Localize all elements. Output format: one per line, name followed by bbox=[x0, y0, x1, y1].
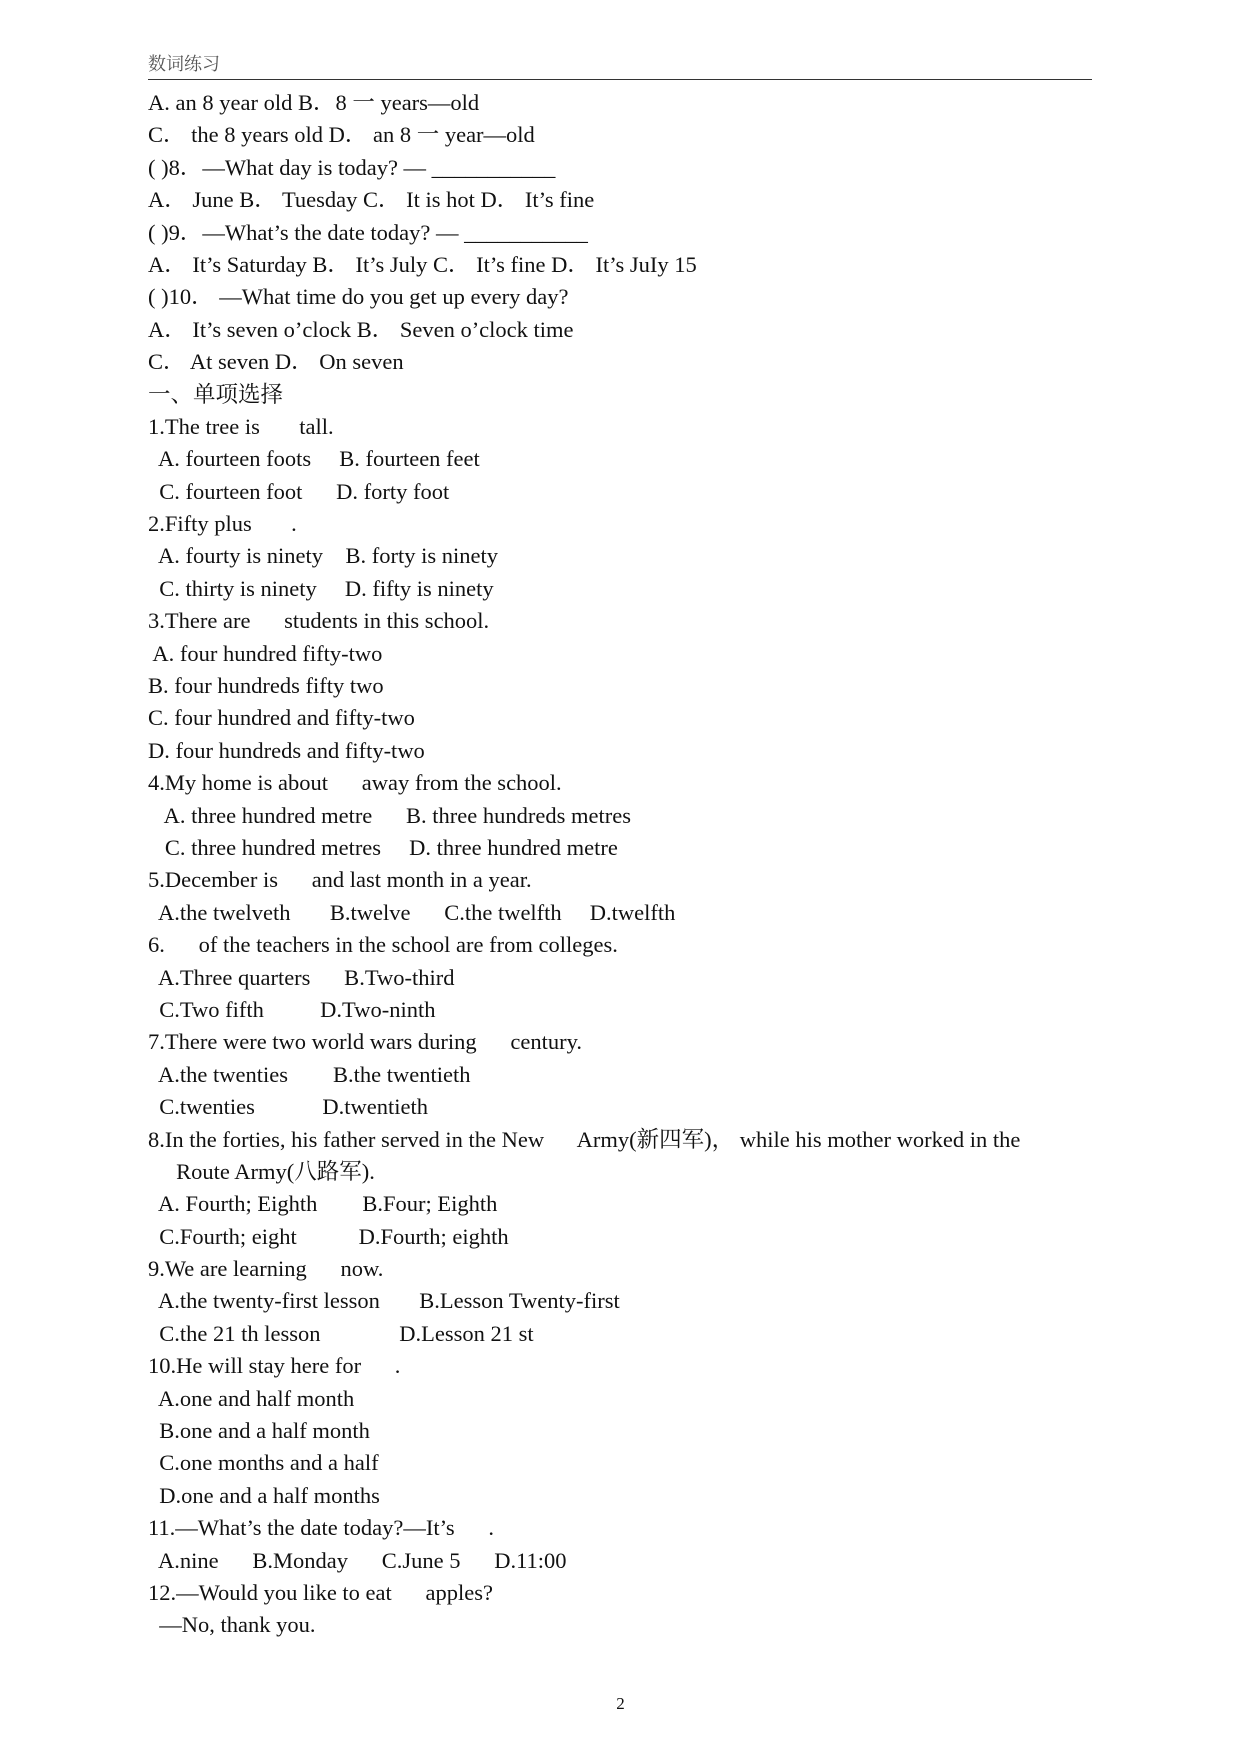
option-line: A. fourteen foots B. fourteen feet bbox=[148, 446, 480, 472]
text-line: A． It’s Saturday B． It’s July C． It’s fine D． It’s JuIy 15 bbox=[148, 251, 697, 277]
option-line: A. three hundred metre B. three hundreds metres bbox=[148, 802, 631, 828]
question-line: 5.December is and last month in a year. bbox=[148, 867, 532, 893]
option-line: A.one and half month bbox=[148, 1385, 355, 1411]
page-header-title: 数词练习 bbox=[148, 54, 220, 75]
option-line: A.the twenties B.the twentieth bbox=[148, 1061, 471, 1087]
option-line: D.one and a half months bbox=[148, 1482, 380, 1508]
option-line: B. four hundreds fifty two bbox=[148, 673, 384, 699]
question-line: 6. of the teachers in the school are from colleges. bbox=[148, 932, 618, 958]
option-line: C. thirty is ninety D. fifty is ninety bbox=[148, 575, 494, 601]
option-line: C. three hundred metres D. three hundred metre bbox=[148, 834, 618, 860]
option-line: C.the 21 th lesson D.Lesson 21 st bbox=[148, 1320, 534, 1346]
question-line: 11.—What’s the date today?—It’s . bbox=[148, 1515, 494, 1541]
option-line: A.Three quarters B.Two-third bbox=[148, 964, 455, 990]
option-line: C. four hundred and fifty-two bbox=[148, 705, 415, 731]
option-line: A.the twenty-first lesson B.Lesson Twenty-first bbox=[148, 1288, 620, 1314]
option-line: A. Fourth; Eighth B.Four; Eighth bbox=[148, 1191, 498, 1217]
page-number: 2 bbox=[616, 1694, 625, 1713]
option-line: C.one months and a half bbox=[148, 1450, 379, 1476]
option-line: A.the twelveth B.twelve C.the twelfth D.twelfth bbox=[148, 899, 676, 925]
question-line: 3.There are students in this school. bbox=[148, 608, 490, 634]
option-line: A. fourty is ninety B. forty is ninety bbox=[148, 543, 498, 569]
text-line: C． At seven D． On seven bbox=[148, 349, 404, 375]
text-line: ( )9．—What’s the date today? — ___________ bbox=[148, 219, 588, 245]
header-divider bbox=[148, 79, 1092, 80]
text-line: C． the 8 years old D． an 8 一 year—old bbox=[148, 122, 535, 148]
option-line: C.Two fifth D.Two-ninth bbox=[148, 996, 436, 1022]
option-line: A.nine B.Monday C.June 5 D.11:00 bbox=[148, 1547, 567, 1573]
question-line: 7.There were two world wars during century. bbox=[148, 1029, 583, 1055]
text-line: A． It’s seven o’clock B． Seven o’clock time bbox=[148, 316, 574, 342]
question-line: 10.He will stay here for . bbox=[148, 1353, 401, 1379]
question-line: 9.We are learning now. bbox=[148, 1256, 384, 1282]
text-line: ( )8．—What day is today? — ___________ bbox=[148, 154, 556, 180]
option-line: —No, thank you. bbox=[148, 1612, 316, 1638]
option-line: C.twenties D.twentieth bbox=[148, 1094, 428, 1120]
option-line: C.Fourth; eight D.Fourth; eighth bbox=[148, 1223, 509, 1249]
option-line: C. fourteen foot D. forty foot bbox=[148, 478, 450, 504]
option-line: B.one and a half month bbox=[148, 1418, 370, 1444]
question-line: 8.In the forties, his father served in the New Army(新四军)， while his mother worked in the bbox=[148, 1126, 1021, 1152]
question-line: 12.—Would you like to eat apples? bbox=[148, 1579, 493, 1605]
section-heading: 一、单项选择 bbox=[148, 381, 284, 407]
option-line: D. four hundreds and fifty-two bbox=[148, 737, 425, 763]
question-line: 1.The tree is tall. bbox=[148, 413, 334, 439]
text-line: A. an 8 year old B．8 一 years—old bbox=[148, 90, 480, 115]
question-line-continued: Route Army(八路军). bbox=[148, 1158, 375, 1184]
text-line: ( )10． —What time do you get up every day? bbox=[148, 284, 569, 310]
text-line: A． June B． Tuesday C． It is hot D． It’s fine bbox=[148, 187, 595, 213]
document-body bbox=[148, 87, 1092, 1642]
question-line: 4.My home is about away from the school. bbox=[148, 770, 562, 796]
question-line: 2.Fifty plus . bbox=[148, 511, 297, 537]
option-line: A. four hundred fifty-two bbox=[148, 640, 383, 666]
